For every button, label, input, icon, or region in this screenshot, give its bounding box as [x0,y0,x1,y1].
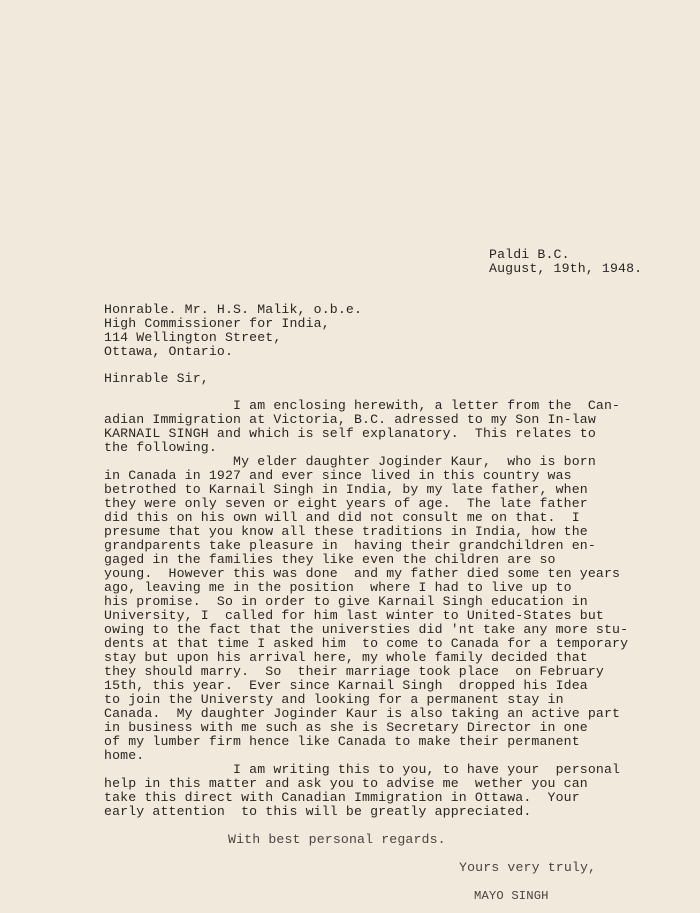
body-line: grandparents take pleasure in having their grandchildren en- [104,538,596,553]
body-line: did this on his own will and did not consult me on that. I [104,510,580,525]
body-line: ago, leaving me in the position where I had to live up to [104,580,572,595]
body-line: in Canada in 1927 and ever since lived in this country was [104,468,572,483]
valediction: Yours very truly, [459,860,597,875]
body-line: dents at that time I asked him to come to Canada for a temporary [104,636,629,651]
signature-typed: MAYO SINGH [474,889,549,903]
body-line: to join the Universty and looking for a permanent stay in [104,692,564,707]
body-line: they should marry. So their marriage took place on February [104,664,604,679]
body-line: his promise. So in order to give Karnail Singh education in [104,594,588,609]
body-line: gaged in the families they like even the children are so [104,552,556,567]
body-line: My elder daughter Joginder Kaur, who is born [104,454,596,469]
body-line: I am writing this to you, to have your personal [104,762,621,777]
recipient-street: 114 Wellington Street, [104,330,282,345]
body-line: adian Immigration at Victoria, B.C. adressed to my Son In-law [104,412,596,427]
body-line: take this direct with Canadian Immigration in Ottawa. Your [104,790,580,805]
body-line: presume that you know all these traditions in India, how the [104,524,588,539]
salutation: Hinrable Sir, [104,371,209,386]
body-line: help in this matter and ask you to advise me wether you can [104,776,588,791]
body-line: 15th, this year. Ever since Karnail Singh dropped his Idea [104,678,588,693]
body-line: owing to the fact that the universties did 'nt take any more stu- [104,622,629,637]
body-line: stay but upon his arrival here, my whole family decided that [104,650,588,665]
place-line: Paldi B.C. [489,247,570,262]
body-line: University, I called for him last winter to United-States but [104,608,604,623]
body-line: of my lumber firm hence like Canada to make their permanent [104,734,580,749]
body-line: Canada. My daughter Joginder Kaur is also taking an active part [104,706,621,721]
recipient-name: Honrable. Mr. H.S. Malik, o.b.e. [104,302,363,317]
body-line: I am enclosing herewith, a letter from the Can- [104,398,621,413]
recipient-title: High Commissioner for India, [104,316,330,331]
body-line: early attention to this will be greatly appreciated. [104,804,532,819]
body-line: betrothed to Karnail Singh in India, by my late father, when [104,482,588,497]
body-line: home. [104,748,145,763]
body-line: the following. [104,440,217,455]
date-line: August, 19th, 1948. [489,261,643,276]
closing-regards: With best personal regards. [228,832,446,847]
recipient-city: Ottawa, Ontario. [104,344,234,359]
body-line: in business with me such as she is Secretary Director in one [104,720,588,735]
body-line: KARNAIL SINGH and which is self explanatory. This relates to [104,426,596,441]
body-line: young. However this was done and my father died some ten years [104,566,621,581]
body-line: they were only seven or eight years of age. The late father [104,496,588,511]
